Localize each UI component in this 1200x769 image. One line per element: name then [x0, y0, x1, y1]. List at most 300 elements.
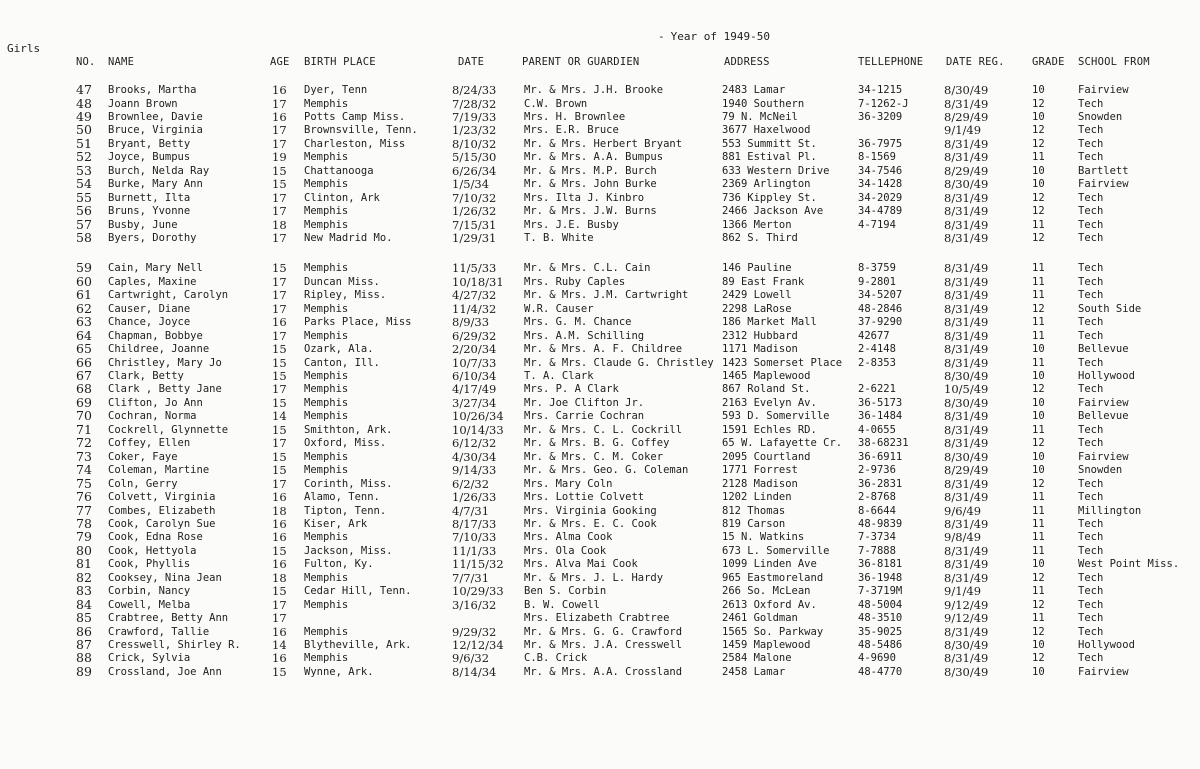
row-number: 86 — [76, 623, 92, 639]
birth-date: 8/17/33 — [452, 517, 497, 531]
birth-date: 7/28/32 — [452, 96, 497, 111]
age: 17 — [272, 136, 287, 151]
address: 1565 So. Parkway — [722, 625, 824, 638]
parent-guardian: Mr. & Mrs. Herbert Bryant — [524, 137, 683, 150]
address: 633 Western Drive — [722, 164, 830, 177]
table-row — [0, 229, 1200, 245]
telephone: 35-9025 — [858, 625, 903, 638]
telephone: 34-7546 — [858, 164, 903, 177]
row-number: 72 — [76, 435, 92, 451]
school-from: Tech — [1078, 137, 1104, 150]
parent-guardian: T. B. White — [524, 231, 594, 244]
student-name: Caples, Maxine — [108, 275, 197, 288]
birth-place: Smithton, Ark. — [304, 423, 393, 436]
student-name: Coker, Faye — [108, 450, 178, 463]
age: 16 — [272, 83, 287, 97]
table-row — [0, 652, 1200, 665]
address: 3677 Haxelwood — [722, 124, 811, 137]
birth-place: Tipton, Tenn. — [304, 504, 387, 517]
birth-place: Ripley, Miss. — [304, 289, 387, 302]
table-row — [0, 475, 1200, 491]
grade: 10 — [1032, 370, 1045, 382]
telephone: 7-3719M — [858, 585, 903, 598]
date-registered: 8/30/49 — [944, 395, 989, 410]
grade: 11 — [1032, 289, 1045, 302]
grade: 11 — [1032, 585, 1045, 598]
table-row — [0, 464, 1200, 477]
table-row — [0, 327, 1200, 343]
student-name: Byers, Dorothy — [108, 231, 197, 244]
telephone: 34-1428 — [858, 178, 903, 191]
age: 17 — [272, 328, 287, 343]
parent-guardian: Mr. & Mrs. J.H. Brooke — [524, 84, 664, 96]
row-number: 63 — [76, 314, 92, 330]
school-from: Millington — [1078, 504, 1142, 517]
grade: 10 — [1032, 639, 1045, 651]
grade: 10 — [1032, 464, 1045, 477]
school-from: Tech — [1078, 231, 1104, 244]
age: 17 — [272, 230, 287, 245]
birth-date: 10/18/31 — [452, 274, 504, 289]
date-registered: 8/29/49 — [944, 163, 989, 178]
row-number: 74 — [76, 462, 92, 478]
table-row — [0, 558, 1200, 571]
address: 2369 Arlington — [722, 178, 811, 191]
grade: 10 — [1032, 84, 1045, 96]
row-number: 50 — [76, 122, 92, 138]
date-registered: 9/8/49 — [944, 530, 982, 545]
birth-place: Memphis — [304, 531, 349, 544]
table-row — [0, 394, 1200, 410]
age: 17 — [272, 123, 287, 138]
row-number: 47 — [76, 82, 92, 97]
address: 1366 Merton — [722, 218, 792, 231]
grade: 12 — [1032, 437, 1045, 450]
birth-place: Memphis — [304, 205, 349, 218]
age: 16 — [272, 517, 287, 531]
parent-guardian: Mr. & Mrs. C.L. Cain — [524, 262, 651, 275]
row-number: 56 — [76, 203, 92, 219]
age: 16 — [272, 651, 287, 666]
student-name: Cook, Edna Rose — [108, 531, 203, 544]
birth-place: Cedar Hill, Tenn. — [304, 585, 412, 598]
telephone: 48-5004 — [858, 598, 903, 611]
address: 819 Carson — [722, 518, 786, 530]
parent-guardian: Mrs. G. M. Chance — [524, 316, 632, 329]
student-name: Burke, Mary Ann — [108, 178, 203, 191]
grade: 11 — [1032, 518, 1045, 530]
date-registered: 8/31/49 — [944, 150, 989, 165]
birth-date: 6/2/32 — [452, 476, 490, 491]
student-name: Corbin, Nancy — [108, 585, 191, 598]
age: 15 — [272, 543, 287, 558]
telephone: 42677 — [858, 329, 890, 342]
row-number: 60 — [76, 273, 92, 289]
parent-guardian: Mrs. Elizabeth Crabtree — [524, 612, 670, 625]
date-registered: 8/31/49 — [944, 436, 989, 451]
header-name: NAME — [108, 56, 135, 68]
row-number: 87 — [76, 637, 92, 652]
address: 2312 Hubbard — [722, 329, 798, 342]
grade: 12 — [1032, 571, 1045, 584]
age: 15 — [272, 177, 287, 192]
header-address: ADDRESS — [724, 56, 770, 68]
date-registered: 8/29/49 — [944, 463, 989, 478]
student-name: Chapman, Bobbye — [108, 329, 203, 342]
parent-guardian: Mr. & Mrs. J. L. Hardy — [524, 571, 664, 584]
birth-date: 11/1/33 — [452, 543, 497, 558]
birth-date: 12/12/34 — [452, 638, 504, 652]
row-number: 68 — [76, 381, 92, 397]
address: 862 S. Third — [722, 231, 798, 244]
address: 1423 Somerset Place — [722, 356, 843, 369]
telephone: 48-5486 — [858, 639, 903, 651]
school-from: Tech — [1078, 531, 1104, 544]
parent-guardian: W.R. Causer — [524, 302, 594, 315]
student-name: Joann Brown — [108, 97, 178, 110]
school-from: Fairview — [1078, 396, 1129, 409]
birth-date: 2/20/34 — [452, 342, 497, 357]
birth-date: 3/27/34 — [452, 395, 497, 410]
age: 14 — [272, 409, 287, 424]
telephone: 4-9690 — [858, 652, 896, 665]
birth-date: 6/10/34 — [452, 369, 497, 383]
address: 1771 Forrest — [722, 464, 798, 477]
birth-date: 6/26/34 — [452, 163, 497, 178]
date-registered: 10/5/49 — [944, 382, 989, 397]
row-number: 49 — [76, 108, 92, 124]
school-from: Tech — [1078, 652, 1104, 665]
birth-place: Kiser, Ark — [304, 518, 368, 530]
student-name: Cochran, Norma — [108, 410, 197, 423]
date-registered: 8/31/49 — [944, 490, 989, 504]
parent-guardian: Mrs. Mary Coln — [524, 477, 613, 490]
address: 2483 Lamar — [722, 84, 786, 96]
row-number: 75 — [76, 475, 92, 491]
date-registered: 8/30/49 — [944, 638, 989, 652]
birth-place: Memphis — [304, 383, 349, 396]
grade: 11 — [1032, 218, 1045, 231]
grade: 10 — [1032, 396, 1045, 409]
age: 16 — [272, 530, 287, 545]
grade: 10 — [1032, 110, 1045, 123]
birth-place: Memphis — [304, 410, 349, 423]
date-registered: 8/31/49 — [944, 651, 989, 666]
telephone: 7-7888 — [858, 544, 896, 557]
age: 15 — [272, 395, 287, 410]
grade: 10 — [1032, 665, 1045, 678]
grade: 11 — [1032, 531, 1045, 544]
header-school-from: SCHOOL FROM — [1078, 56, 1150, 68]
telephone: 36-3209 — [858, 110, 903, 123]
telephone: 8-1569 — [858, 151, 896, 164]
address: 186 Market Mall — [722, 316, 817, 329]
table-row — [0, 437, 1200, 450]
school-from: Fairview — [1078, 665, 1129, 678]
birth-date: 4/17/49 — [452, 382, 497, 397]
age: 16 — [272, 315, 287, 330]
birth-date: 1/29/31 — [452, 230, 497, 245]
student-name: Cook, Phyllis — [108, 558, 191, 571]
parent-guardian: Mrs. H. Brownlee — [524, 110, 626, 123]
telephone: 36-8181 — [858, 558, 903, 571]
address: 65 W. Lafayette Cr. — [722, 437, 843, 450]
birth-date: 5/15/30 — [452, 150, 497, 165]
address: 1465 Maplewood — [722, 370, 811, 382]
birth-date: 11/5/33 — [452, 261, 497, 276]
birth-date: 7/19/33 — [452, 109, 497, 124]
birth-place: Memphis — [304, 598, 349, 611]
student-name: Cook, Carolyn Sue — [108, 518, 216, 530]
birth-place: Brownsville, Tenn. — [304, 124, 418, 137]
school-from: Tech — [1078, 151, 1104, 164]
date-registered: 8/31/49 — [944, 274, 989, 289]
parent-guardian: Mr. & Mrs. A.A. Bumpus — [524, 151, 664, 164]
birth-place: Memphis — [304, 370, 349, 382]
school-from: Hollywood — [1078, 639, 1135, 651]
address: 1202 Linden — [722, 491, 792, 503]
address: 2613 Oxford Av. — [722, 598, 817, 611]
telephone: 48-2846 — [858, 302, 903, 315]
birth-place: Fulton, Ky. — [304, 558, 374, 571]
student-name: Crick, Sylvia — [108, 652, 191, 665]
telephone: 34-1215 — [858, 84, 903, 96]
age: 17 — [272, 190, 287, 205]
telephone: 34-2029 — [858, 191, 903, 204]
row-number: 82 — [76, 569, 92, 585]
student-name: Crawford, Tallie — [108, 625, 210, 638]
age: 16 — [272, 490, 287, 504]
address: 867 Roland St. — [722, 383, 811, 396]
date-registered: 8/31/49 — [944, 217, 989, 232]
telephone: 7-1262-J — [858, 97, 909, 110]
row-number: 89 — [76, 663, 92, 679]
school-from: Tech — [1078, 205, 1104, 218]
date-registered: 8/31/49 — [944, 96, 989, 111]
student-name: Brooks, Martha — [108, 84, 197, 96]
grade: 12 — [1032, 383, 1045, 396]
school-from: Fairview — [1078, 84, 1129, 96]
grade: 12 — [1032, 124, 1045, 137]
address: 553 Summitt St. — [722, 137, 817, 150]
birth-date: 1/23/32 — [452, 123, 497, 138]
table-row — [0, 124, 1200, 137]
address: 965 Eastmoreland — [722, 571, 824, 584]
table-row — [0, 639, 1200, 652]
address: 2095 Courtland — [722, 450, 811, 463]
table-row — [0, 300, 1200, 316]
address: 2128 Madison — [722, 477, 798, 490]
school-from: Fairview — [1078, 178, 1129, 191]
age: 16 — [272, 109, 287, 124]
grade: 10 — [1032, 343, 1045, 356]
student-name: Bruce, Virginia — [108, 124, 203, 137]
parent-guardian: Mrs. Ilta J. Kinbro — [524, 191, 645, 204]
address: 146 Pauline — [722, 262, 792, 275]
date-registered: 9/1/49 — [944, 123, 982, 138]
table-row — [0, 585, 1200, 598]
grade: 11 — [1032, 316, 1045, 329]
student-name: Chance, Joyce — [108, 316, 191, 329]
telephone: 2-4148 — [858, 343, 896, 356]
telephone: 2-8353 — [858, 356, 896, 369]
birth-place: Parks Place, Miss — [304, 316, 412, 329]
grade: 11 — [1032, 612, 1045, 625]
telephone: 36-1948 — [858, 571, 903, 584]
student-name: Cartwright, Carolyn — [108, 289, 229, 302]
row-number: 58 — [76, 229, 92, 245]
address: 673 L. Somerville — [722, 544, 830, 557]
date-registered: 8/31/49 — [944, 342, 989, 357]
birth-date: 11/15/32 — [452, 557, 504, 572]
birth-place: Ozark, Ala. — [304, 343, 374, 356]
school-from: South Side — [1078, 302, 1142, 315]
header-age: AGE — [270, 56, 290, 68]
row-number: 80 — [76, 542, 92, 558]
grade: 10 — [1032, 410, 1045, 423]
address: 89 East Frank — [722, 275, 805, 288]
table-row — [0, 531, 1200, 544]
age: 17 — [272, 436, 287, 451]
age: 17 — [272, 274, 287, 289]
date-registered: 9/12/49 — [944, 611, 989, 626]
age: 18 — [272, 570, 287, 585]
school-from: Tech — [1078, 275, 1104, 288]
parent-guardian: Ben S. Corbin — [524, 585, 607, 598]
school-from: Tech — [1078, 383, 1104, 396]
title-text: Year of 1949-50 — [670, 30, 770, 43]
birth-date: 10/29/33 — [452, 584, 504, 599]
school-from: Tech — [1078, 218, 1104, 231]
telephone: 36-7975 — [858, 137, 903, 150]
birth-date: 3/16/32 — [452, 597, 497, 612]
parent-guardian: Mr. Joe Clifton Jr. — [524, 396, 645, 409]
table-row — [0, 178, 1200, 191]
address: 1099 Linden Ave — [722, 558, 817, 571]
date-registered: 8/31/49 — [944, 261, 989, 276]
date-registered: 8/31/49 — [944, 517, 989, 531]
date-registered: 8/31/49 — [944, 355, 989, 370]
row-number: 76 — [76, 489, 92, 504]
school-from: Tech — [1078, 491, 1104, 503]
school-from: Tech — [1078, 329, 1104, 342]
grade: 11 — [1032, 423, 1045, 436]
age: 18 — [272, 217, 287, 232]
student-name: Crabtree, Betty Ann — [108, 612, 229, 625]
row-number: 81 — [76, 556, 92, 572]
header-parent: PARENT OR GUARDIEN — [522, 56, 640, 68]
row-number: 70 — [76, 408, 92, 424]
birth-date: 1/26/33 — [452, 490, 497, 504]
address: 2466 Jackson Ave — [722, 205, 824, 218]
birth-place: Dyer, Tenn — [304, 84, 368, 96]
school-from: Tech — [1078, 262, 1104, 275]
school-from: Snowden — [1078, 110, 1123, 123]
age: 16 — [272, 557, 287, 572]
telephone: 2-6221 — [858, 383, 896, 396]
parent-guardian: Mrs. Carrie Cochran — [524, 410, 645, 423]
age: 17 — [272, 96, 287, 111]
header-no: NO. — [76, 56, 96, 68]
student-name: Burnett, Ilta — [108, 191, 191, 204]
birth-place: Memphis — [304, 652, 349, 665]
student-name: Clark , Betty Jane — [108, 383, 222, 396]
student-name: Coleman, Martine — [108, 464, 210, 477]
age: 15 — [272, 664, 287, 679]
school-from: Tech — [1078, 437, 1104, 450]
parent-guardian: Mrs. Virginia Gooking — [524, 504, 657, 517]
student-name: Joyce, Bumpus — [108, 151, 191, 164]
category-label: Girls — [7, 42, 41, 55]
address: 2461 Goldman — [722, 612, 798, 625]
age: 15 — [272, 261, 287, 276]
school-from: West Point Miss. — [1078, 558, 1180, 571]
parent-guardian: Mr. & Mrs. J.W. Burns — [524, 205, 657, 218]
birth-date: 9/29/32 — [452, 624, 497, 639]
grade: 11 — [1032, 504, 1045, 517]
table-row — [0, 542, 1200, 558]
birth-place: New Madrid Mo. — [304, 231, 393, 244]
parent-guardian: Mr. & Mrs. J.A. Cresswell — [524, 639, 683, 651]
birth-date: 1/26/32 — [452, 204, 497, 219]
row-number: 59 — [76, 260, 92, 276]
telephone: 48-3510 — [858, 612, 903, 625]
birth-place: Memphis — [304, 625, 349, 638]
date-registered: 9/12/49 — [944, 597, 989, 612]
address: 1171 Madison — [722, 343, 798, 356]
birth-place: Memphis — [304, 464, 349, 477]
student-name: Clark, Betty — [108, 370, 184, 382]
birth-date: 6/29/32 — [452, 328, 497, 343]
birth-place: Memphis — [304, 262, 349, 275]
row-number: 85 — [76, 610, 92, 626]
address: 593 D. Somerville — [722, 410, 830, 423]
birth-date: 4/7/31 — [452, 503, 490, 518]
row-number: 53 — [76, 162, 92, 178]
row-number: 57 — [76, 216, 92, 232]
school-from: Bellevue — [1078, 410, 1129, 423]
table-row — [0, 216, 1200, 232]
date-registered: 9/6/49 — [944, 503, 982, 518]
table-row — [0, 316, 1200, 329]
table-row — [0, 151, 1200, 164]
table-row — [0, 84, 1200, 97]
parent-guardian: Mr. & Mrs. Geo. G. Coleman — [524, 464, 689, 477]
address: 15 N. Watkins — [722, 531, 805, 544]
birth-date: 8/24/33 — [452, 83, 497, 97]
row-number: 69 — [76, 394, 92, 410]
birth-date: 8/10/32 — [452, 136, 497, 151]
row-number: 77 — [76, 502, 92, 518]
birth-place: Potts Camp Miss. — [304, 110, 406, 123]
birth-date: 8/14/34 — [452, 664, 497, 679]
date-registered: 8/31/49 — [944, 557, 989, 572]
parent-guardian: Mr. & Mrs. J.M. Cartwright — [524, 289, 689, 302]
date-registered: 8/31/49 — [944, 136, 989, 151]
student-name: Causer, Diane — [108, 302, 191, 315]
student-name: Cain, Mary Nell — [108, 262, 203, 275]
row-number: 71 — [76, 421, 92, 437]
school-from: Bartlett — [1078, 164, 1129, 177]
table-row — [0, 383, 1200, 396]
row-number: 65 — [76, 341, 92, 357]
telephone: 36-5173 — [858, 396, 903, 409]
table-row — [0, 596, 1200, 612]
row-number: 61 — [76, 287, 92, 303]
grade: 12 — [1032, 97, 1045, 110]
row-number: 66 — [76, 354, 92, 370]
table-row — [0, 273, 1200, 289]
